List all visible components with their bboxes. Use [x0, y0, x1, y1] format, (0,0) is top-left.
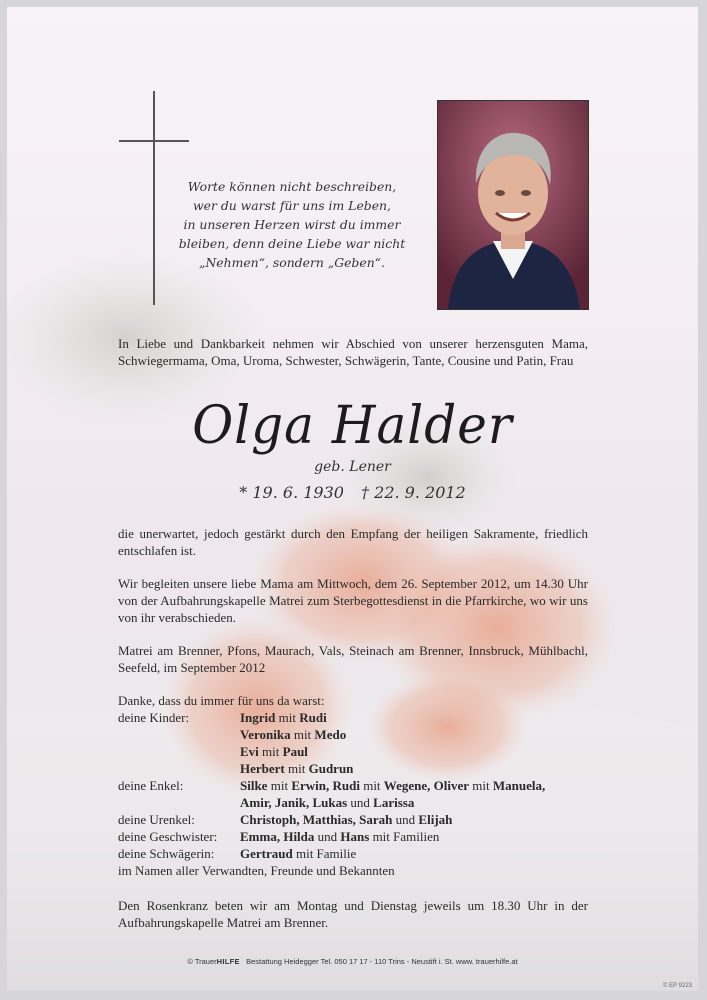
family-list: [118, 692, 598, 879]
family-row-names: [240, 726, 346, 743]
connector-text: mit: [258, 744, 283, 759]
family-row-names: [240, 760, 353, 777]
connector-text: mit Familien: [369, 829, 440, 844]
family-member-name: Amir, Janik, Lukas: [240, 795, 348, 810]
family-member-name: Larissa: [373, 795, 415, 810]
connector-text: mit: [267, 778, 292, 793]
family-member-name: Ingrid: [240, 710, 276, 725]
family-member-name: Manuela,: [492, 778, 546, 793]
connector-text: mit: [284, 761, 309, 776]
thanks-line: Danke, dass du immer für uns da warst:: [118, 693, 325, 708]
family-member-name: Veronika: [240, 727, 291, 742]
rosary-paragraph: Den Rosenkranz beten wir am Montag und Dienstag jeweils um 18.30 Uhr in der Aufbahrungskapelle Matrei am Brenner.: [118, 898, 588, 930]
family-member-name: Rudi: [299, 710, 327, 725]
closing-line: im Namen aller Verwandten, Freunde und Bekannten: [118, 863, 395, 878]
family-row: [118, 828, 598, 845]
cross-horizontal-bar: [119, 140, 189, 142]
family-row: [118, 794, 598, 811]
cross-vertical-bar: [153, 91, 155, 305]
family-row-label: deine Kinder:: [118, 710, 190, 725]
connector-text: mit: [290, 727, 315, 742]
family-member-name: Herbert: [240, 761, 285, 776]
quote-line: wer du warst für uns im Leben,: [193, 198, 391, 213]
family-member-name: Elijah: [418, 812, 453, 827]
family-member-name: Medo: [314, 727, 347, 742]
quote-line: „Nehmen“, sondern „Geben“.: [199, 255, 385, 270]
family-row-names: [240, 743, 308, 760]
family-member-name: Evi: [240, 744, 259, 759]
family-member-name: Wegene, Oliver: [383, 778, 469, 793]
family-row-label: [118, 794, 240, 811]
family-row-label: deine Urenkel:: [118, 812, 195, 827]
footer-brand-prefix: © Trauer: [187, 957, 217, 966]
family-member-name: Erwin, Rudi: [291, 778, 360, 793]
document-code: © EP 9223: [663, 983, 692, 989]
memorial-quote: [167, 177, 417, 272]
quote-line: Worte können nicht beschreiben,: [187, 179, 397, 194]
funeral-paragraph: Wir begleiten unsere liebe Mama am Mittwoch, dem 26. September 2012, um 14.30 Uhr von der Aufbahrungskapelle Matrei zum Sterbegottesdienst in die Pfarrkirche, wo wir uns von ihr verabschieden.: [118, 576, 588, 625]
family-member-name: Christoph, Matthias, Sarah: [240, 812, 393, 827]
family-row-names: [240, 794, 414, 811]
family-row: [118, 743, 598, 760]
birth-date: * 19. 6. 1930: [239, 483, 344, 502]
quote-line: in unseren Herzen wirst du immer: [183, 217, 401, 232]
life-dates: [7, 483, 698, 502]
family-row-names: [240, 777, 545, 794]
family-row: [118, 811, 598, 828]
birth-name: geb. Lener: [314, 459, 391, 475]
passing-paragraph: die unerwartet, jedoch gestärkt durch den Empfang der heiligen Sakramente, friedlich entschlafen ist.: [118, 526, 588, 558]
family-row: [118, 726, 598, 743]
family-row: [118, 760, 598, 777]
family-row: [118, 777, 598, 794]
family-member-name: Paul: [282, 744, 308, 759]
connector-text: und: [392, 812, 419, 827]
deceased-name: Olga Halder: [192, 394, 513, 456]
family-member-name: Hans: [340, 829, 370, 844]
intro-paragraph: In Liebe und Dankbarkeit nehmen wir Abschied von unserer herzensguten Mama, Schwiegermama, Oma, Uroma, Schwester, Schwägerin, Tante, Cousine und Patin, Frau: [118, 336, 588, 368]
death-date: † 22. 9. 2012: [361, 483, 466, 502]
connector-text: mit: [469, 778, 493, 793]
family-row-label: [118, 726, 240, 743]
connector-text: mit Familie: [292, 846, 357, 861]
family-member-name: Gertraud: [240, 846, 293, 861]
connector-text: und: [314, 829, 341, 844]
family-row-label: [118, 743, 240, 760]
family-row-names: [240, 709, 327, 726]
family-row-names: [240, 811, 452, 828]
footer-details: Bestattung Heidegger Tel. 050 17 17 - 110 Trins - Neustift i. St. www. trauerhilfe.at: [246, 957, 518, 966]
portrait-photo: [437, 100, 589, 310]
family-row: [118, 845, 598, 862]
family-row-names: [240, 828, 439, 845]
family-member-name: Silke: [240, 778, 268, 793]
quote-line: bleiben, denn deine Liebe war nicht: [178, 236, 406, 251]
family-member-name: Gudrun: [308, 761, 354, 776]
connector-text: mit: [359, 778, 384, 793]
obituary-card: [7, 7, 698, 991]
family-row-label: deine Geschwister:: [118, 829, 218, 844]
footer: [7, 957, 698, 966]
family-row-label: deine Schwägerin:: [118, 846, 215, 861]
family-row: [118, 709, 598, 726]
family-row-label: deine Enkel:: [118, 778, 184, 793]
connector-text: und: [347, 795, 374, 810]
place-date-paragraph: Matrei am Brenner, Pfons, Maurach, Vals, Steinach am Brenner, Innsbruck, Mühlbachl, Seefeld, im September 2012: [118, 643, 588, 675]
footer-brand: HILFE: [216, 957, 240, 966]
connector-text: mit: [275, 710, 300, 725]
family-row-label: [118, 760, 240, 777]
family-row-names: [240, 845, 356, 862]
family-member-name: Emma, Hilda: [240, 829, 315, 844]
